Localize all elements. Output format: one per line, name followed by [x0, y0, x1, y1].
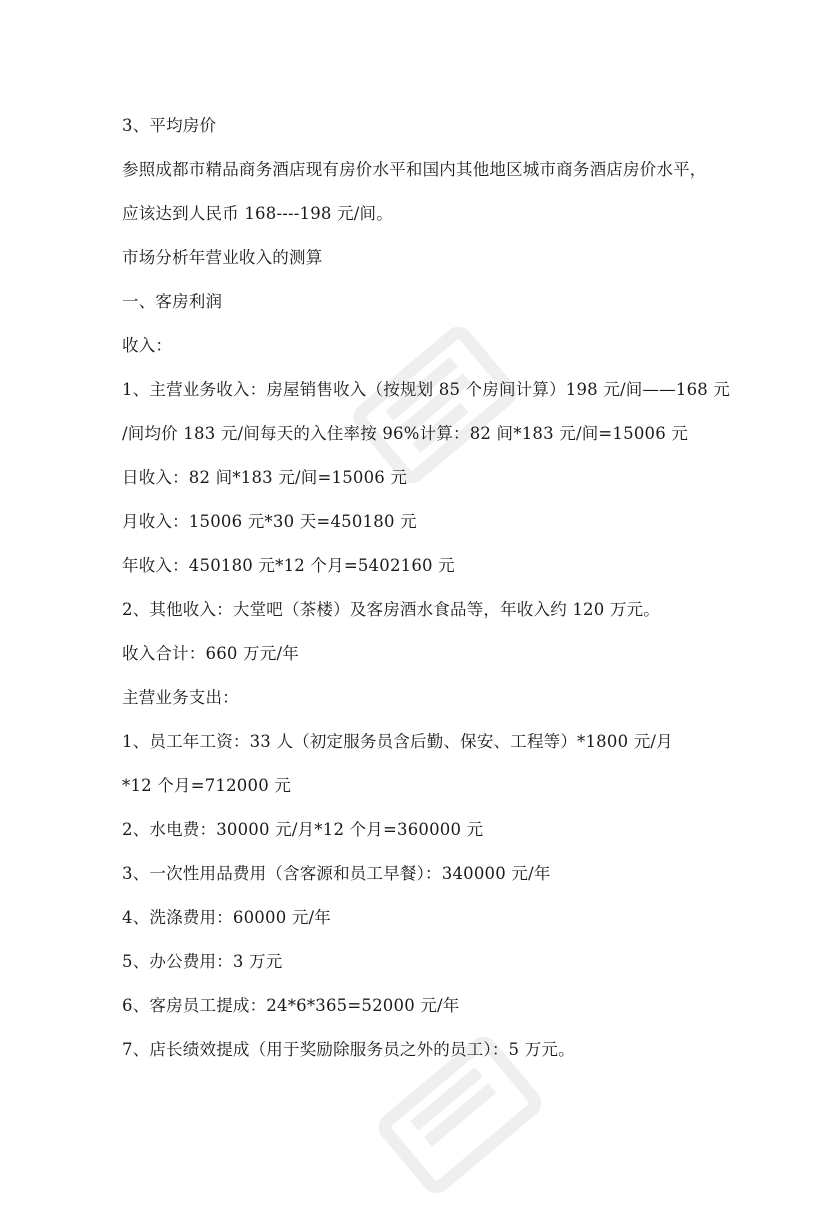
paragraph-line: 日收入：82 间*183 元/间=15006 元 [122, 468, 408, 487]
subheading: 主营业务支出： [122, 688, 239, 707]
section-heading: 一、客房利润 [122, 292, 223, 311]
paragraph-line: 6、客房员工提成：24*6*365=52000 元/年 [122, 996, 460, 1015]
heading-average-room-price: 3、平均房价 [122, 116, 217, 135]
paragraph-line: 参照成都市精品商务酒店现有房价水平和国内其他地区城市商务酒店房价水平， [122, 160, 707, 179]
paragraph-line: /间均价 183 元/间每天的入住率按 96%计算：82 间*183 元/间=15006 元 [122, 424, 689, 443]
paragraph-line: 应该达到人民币 168----198 元/间。 [122, 204, 393, 223]
paragraph-line: 4、洗涤费用：60000 元/年 [122, 908, 331, 927]
section-heading: 市场分析年营业收入的测算 [122, 248, 323, 267]
paragraph-line: 1、主营业务收入：房屋销售收入（按规划 85 个房间计算）198 元/间——168 元 [122, 380, 731, 399]
paragraph-line: 年收入：450180 元*12 个月=5402160 元 [122, 556, 455, 575]
paragraph-line: 2、水电费：30000 元/月*12 个月=360000 元 [122, 820, 484, 839]
paragraph-line: *12 个月=712000 元 [122, 776, 292, 795]
paragraph-line: 7、店长绩效提成（用于奖励除服务员之外的员工）：5 万元。 [122, 1040, 575, 1059]
paragraph-line: 1、员工年工资：33 人（初定服务员含后勤、保安、工程等）*1800 元/月 [122, 732, 673, 751]
subheading: 收入： [122, 336, 173, 355]
paragraph-line: 5、办公费用：3 万元 [122, 952, 283, 971]
paragraph-line: 2、其他收入：大堂吧（茶楼）及客房酒水食品等，年收入约 120 万元。 [122, 600, 660, 619]
paragraph-line: 收入合计：660 万元/年 [122, 644, 299, 663]
paragraph-line: 3、一次性用品费用（含客源和员工早餐）：340000 元/年 [122, 864, 551, 883]
paragraph-line: 月收入：15006 元*30 天=450180 元 [122, 512, 417, 531]
